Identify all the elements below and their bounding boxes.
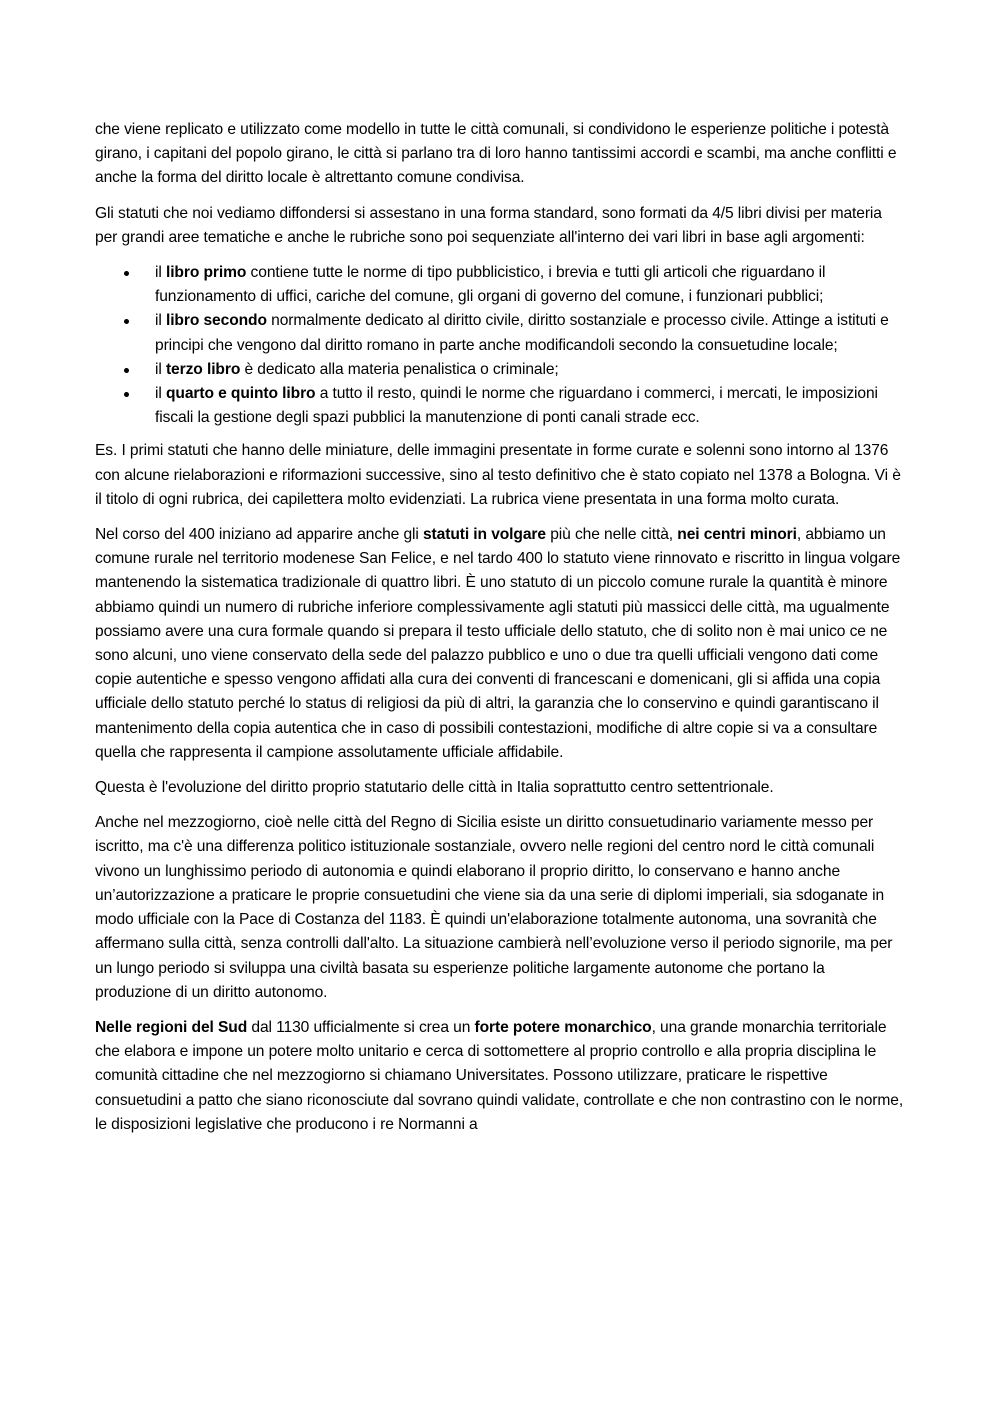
list-item: il libro primo contiene tutte le norme di tipo pubblicistico, i brevia e tutti gli articoli che riguardano il funzionamento di uffici, cariche del comune, gli organi di governo del comune, i funzionari pubblici; bbox=[155, 261, 905, 309]
bold-term: terzo libro bbox=[165, 360, 241, 378]
bold-term: forte potere monarchico bbox=[474, 1018, 652, 1036]
paragraph-1: che viene replicato e utilizzato come modello in tutte le città comunali, si condividono le esperienze politiche i potestà girano, i capitani del popolo girano, le città si parlano tra di loro hanno tantissimi accordi e scambi, ma anche conflitti e anche la forma del diritto locale è altrettanto comune condivisa. bbox=[95, 121, 897, 187]
list-item: il libro secondo normalmente dedicato al diritto civile, diritto sostanziale e processo civile. Attinge a istituti e principi che vengono dal diritto romano in parte anche modificandoli secondo la consuetudine locale; bbox=[155, 309, 905, 357]
list-item: il quarto e quinto libro a tutto il resto, quindi le norme che riguardano i commerci, i mercati, le imposizioni fiscali la gestione degli spazi pubblici la manutenzione di ponti canali strade ecc. bbox=[155, 382, 905, 430]
books-list bbox=[95, 261, 905, 430]
bold-term: libro primo bbox=[165, 264, 247, 282]
paragraph-5: Questa è l'evoluzione del diritto proprio statutario delle città in Italia soprattutto centro settentrionale. bbox=[95, 779, 774, 797]
paragraph-3: Es. I primi statuti che hanno delle miniature, delle immagini presentate in forme curate e solenni sono intorno al 1376 con alcune rielaborazioni e riformazioni successive, sino al testo definitivo che è stato copiato nel 1378 a Bologna. Vi è il titolo di ogni rubrica, dei capilettera molto evidenziati. La rubrica viene presentata in una forma molto curata. bbox=[95, 442, 901, 508]
list-item: il terzo libro è dedicato alla materia penalistica o criminale; bbox=[155, 358, 905, 382]
bold-term: libro secondo bbox=[165, 312, 267, 330]
bullet-icon bbox=[124, 319, 129, 324]
bullet-icon bbox=[124, 392, 129, 397]
bullet-icon bbox=[124, 271, 129, 276]
paragraph-4: Nel corso del 400 iniziano ad apparire anche gli statuti in volgare più che nelle città, nei centri minori, abbiamo un comune rurale nel territorio modenese San Felice, e nel tardo 400 lo statuto viene rinnovato e riscritto in lingua volgare mantenendo la sistematica tradizionale di quattro libri. È uno statuto di un piccolo comune rurale la quantità è minore abbiamo quindi un numero di rubriche inferiore complessivamente agli statuti più massicci delle città, ma ugualmente possiamo avere una cura formale quando si prepara il testo ufficiale dello statuto, che di solito non è mai unico ce ne sono alcuni, uno viene conservato della sede del palazzo pubblico e uno o due tra quelli ufficiali vengono dati come copie autentiche e spesso vengono affidati alla cura dei conventi di francescani e domenicani, gli si affida una copia ufficiale dello statuto perché lo status di religiosi da più di altri, la garanzia che lo conservino e quindi garantiscano il mantenimento della copia autentica che in caso di possibili contestazioni, modifiche di altre copie si va a consultare quella che rappresenta il campione assolutamente ufficiale affidabile. bbox=[95, 526, 901, 761]
bold-term: statuti in volgare bbox=[422, 526, 546, 544]
paragraph-7: Nelle regioni del Sud dal 1130 ufficialmente si crea un forte potere monarchico, una grande monarchia territoriale che elabora e impone un potere molto unitario e cerca di sottomettere al proprio controllo e alla propria disciplina le comunità cittadine che nel mezzogiorno si chiamano Universitates. Possono utilizzare, praticare le rispettive consuetudini a patto che siano riconosciute dal sovrano quindi validate, controllate e che non contrastino con le norme, le disposizioni legislative che producono i re Normanni a bbox=[95, 1018, 904, 1133]
bullet-icon bbox=[124, 368, 129, 373]
bold-term: nei centri minori bbox=[677, 526, 797, 544]
bold-term: quarto e quinto libro bbox=[165, 385, 316, 403]
bold-term: Nelle regioni del Sud bbox=[95, 1018, 248, 1036]
document-body bbox=[95, 118, 905, 1148]
paragraph-6: Anche nel mezzogiorno, cioè nelle città del Regno di Sicilia esiste un diritto consuetudinario variamente messo per iscritto, ma c'è una differenza politico istituzionale sostanziale, ovvero nelle regioni del centro nord le città comunali vivono un lunghissimo periodo di autonomia e quindi elaborano il proprio diritto, lo conservano e hanno anche un’autorizzazione a praticare le proprie consuetudini che viene sia da una serie di diplomi imperiali, sia sdoganate in modo ufficiale con la Pace di Costanza del 1183. È quindi un'elaborazione totalmente autonoma, una sovranità che affermano sulla città, senza controlli dall'alto. La situazione cambierà nell’evoluzione verso il periodo signorile, ma per un lungo periodo si sviluppa una civiltà basata su esperienze politiche largamente autonome che portano la produzione di un diritto autonomo. bbox=[95, 814, 893, 1001]
paragraph-2: Gli statuti che noi vediamo diffondersi si assestano in una forma standard, sono formati da 4/5 libri divisi per materia per grandi aree tematiche e anche le rubriche sono poi sequenziate all'interno dei vari libri in base agli argomenti: bbox=[95, 204, 882, 246]
